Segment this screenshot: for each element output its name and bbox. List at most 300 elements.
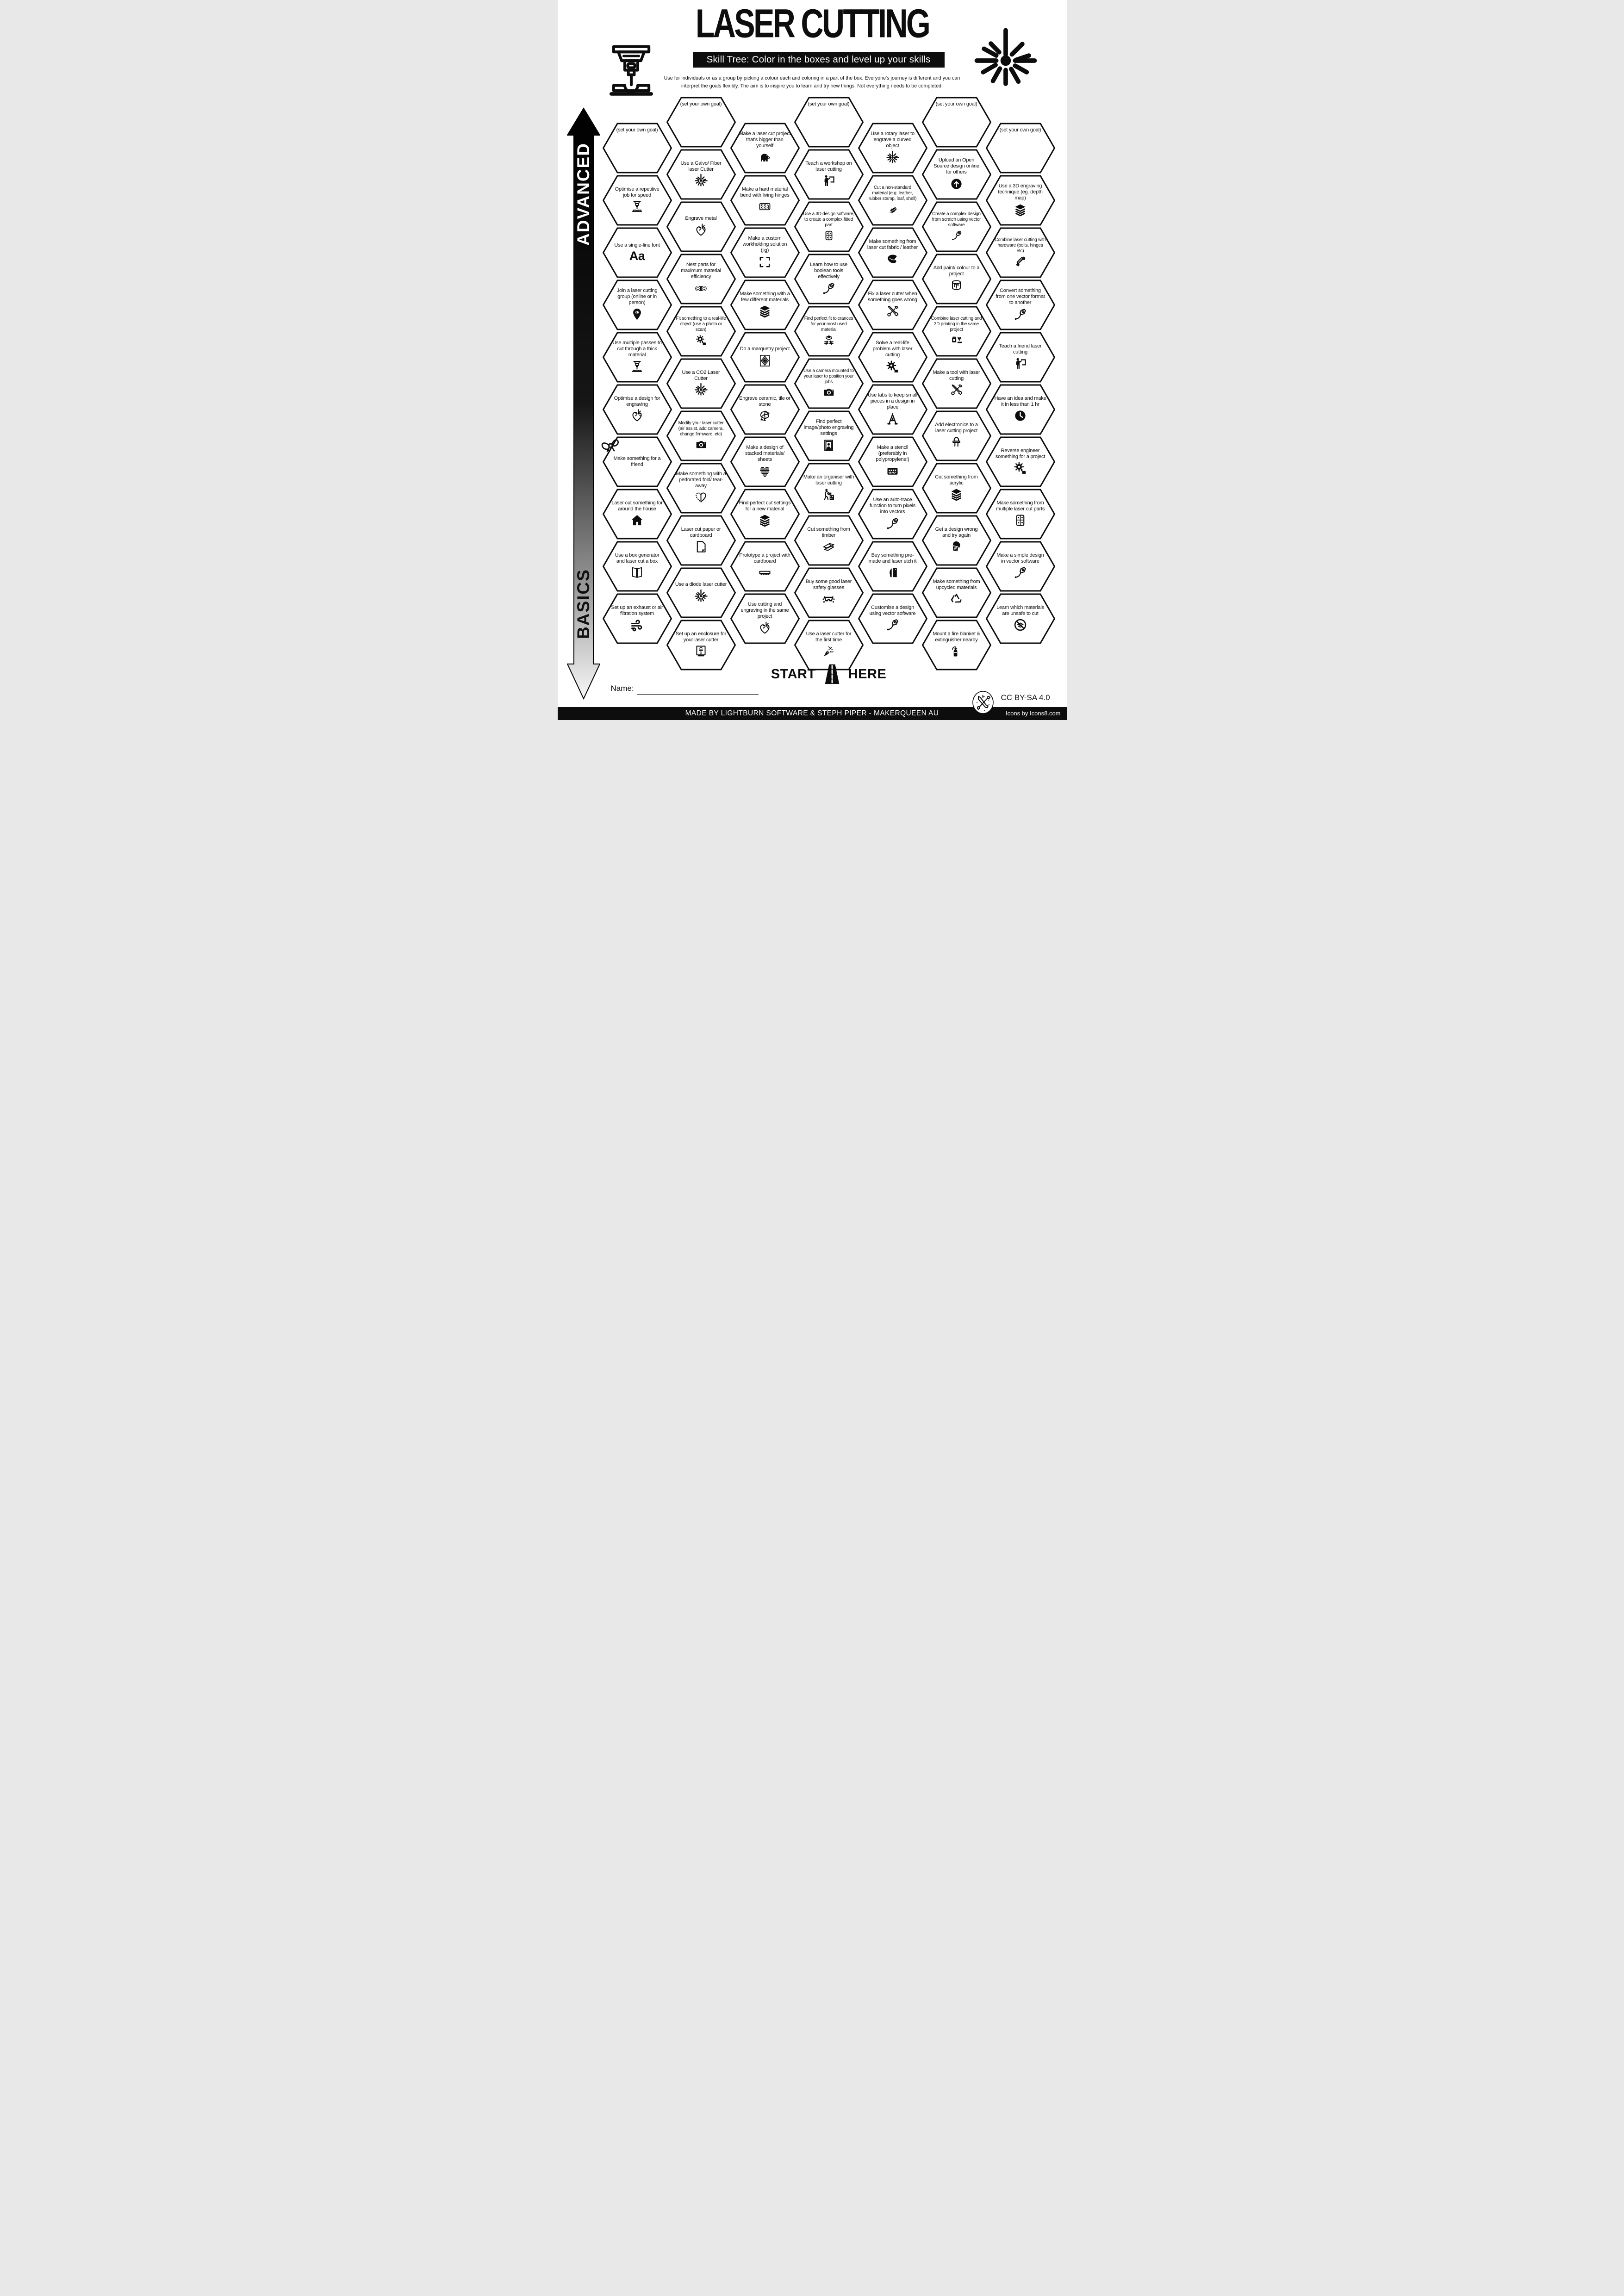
pen-tool-icon <box>1013 565 1027 580</box>
pen-tool-icon <box>821 281 836 296</box>
poster-description <box>558 74 1067 90</box>
skill-hex <box>603 593 672 644</box>
hex-content <box>803 257 855 300</box>
laser-spark-icon <box>694 383 708 397</box>
license-label: CC BY-SA 4.0 <box>1001 693 1050 702</box>
skill-hex <box>858 541 927 592</box>
skill-label: Make a stencil (preferably in polypropylene!) <box>876 445 909 462</box>
hex-content <box>867 492 919 535</box>
skill-label: Make something for a friend <box>613 455 661 467</box>
skill-hex <box>603 541 672 592</box>
start-label: START <box>771 666 816 682</box>
skill-label: Cut something from acrylic <box>935 474 978 486</box>
hex-content <box>931 571 983 614</box>
skill-label: Use a 3D engraving technique (eg. depth map) <box>998 183 1043 201</box>
organiser-icon <box>821 487 836 502</box>
hex-content <box>995 231 1046 274</box>
skill-hex <box>794 149 864 200</box>
description-line1: Use for individuals or as a group by picking a colour each and coloring in a part of the box. Everyone's journey is different and you can <box>664 75 960 81</box>
stone-icon <box>758 409 772 423</box>
bolts-icon <box>1014 255 1027 267</box>
hex-content <box>675 414 727 457</box>
hex-content <box>739 597 791 640</box>
skill-hex <box>603 227 672 278</box>
skill-hex <box>794 515 864 566</box>
stacked-heart-icon <box>758 464 772 478</box>
hex-content <box>611 179 663 222</box>
paint-bucket-icon <box>949 278 964 292</box>
engrave-heart-icon <box>630 409 644 423</box>
skill-label: Convert something from one vector format to another <box>996 288 1045 305</box>
skill-label: Make something from upcycled materials <box>933 578 980 590</box>
laser-spark-icon <box>885 150 900 165</box>
skill-hex <box>666 306 736 357</box>
skill-hex <box>858 123 927 174</box>
skill-hex <box>603 123 672 174</box>
skill-hex <box>666 201 736 252</box>
skill-hex <box>922 254 991 304</box>
hex-content <box>931 466 983 509</box>
skill-label: Find perfect image/photo engraving settings <box>803 419 854 436</box>
hex-content <box>867 597 919 640</box>
skill-hex <box>922 620 991 670</box>
nested-parts-icon <box>694 281 708 296</box>
skill-hex <box>986 489 1055 540</box>
skill-hex <box>794 201 864 252</box>
skill-hex <box>858 332 927 383</box>
road-icon <box>821 662 843 687</box>
skill-hex <box>986 332 1055 383</box>
hex-content <box>931 310 983 353</box>
skill-label: Learn which materials are unsafe to cut <box>996 604 1044 616</box>
parts-icon <box>1013 513 1027 527</box>
skill-hex <box>986 593 1055 644</box>
skill-label: Use a CO2 Laser Cutter <box>682 369 720 381</box>
marquetry-icon <box>758 354 772 368</box>
hex-content <box>739 231 791 274</box>
cardboard-icon <box>758 565 772 580</box>
skill-hex <box>730 436 800 487</box>
skill-hex <box>858 279 927 330</box>
poster-title: LASER CUTTING <box>695 0 929 46</box>
hex-content <box>675 153 727 196</box>
skill-label: Combine laser cutting and 3D printing in the same project <box>931 316 982 332</box>
skill-hex <box>986 384 1055 435</box>
hex-content <box>611 545 663 588</box>
layers-icon <box>949 487 964 502</box>
hex-content <box>867 335 919 379</box>
skill-label: Make a tool with laser cutting <box>933 369 980 381</box>
hex-content <box>931 153 983 196</box>
skill-hex <box>858 436 927 487</box>
hex-content <box>995 597 1046 640</box>
skill-label: (set your own goal) <box>935 101 977 107</box>
skill-label: Make something from multiple laser cut parts <box>996 500 1045 512</box>
skill-hex <box>922 306 991 357</box>
skill-label: Solve a real-life problem with laser cutting <box>872 340 913 358</box>
hex-content <box>675 310 727 353</box>
skill-hex <box>858 593 927 644</box>
hex-content <box>867 440 919 483</box>
presenter-icon <box>1013 356 1027 371</box>
camera-icon <box>695 439 707 451</box>
skill-hex <box>666 97 736 148</box>
skill-label: Use multiple passes to cut through a thick material <box>612 340 662 358</box>
skill-hex <box>666 149 736 200</box>
skill-label: Cut a non-standard material (e.g. leather, rubber stamp, leaf, shell) <box>868 185 917 201</box>
skill-label: Join a laser cutting group (online or in person) <box>616 288 658 305</box>
skill-hex <box>922 515 991 566</box>
hex-content <box>803 623 855 666</box>
hex-content <box>867 545 919 588</box>
extinguisher-icon <box>949 644 964 658</box>
skill-hex <box>730 384 800 435</box>
skill-label: Upload an Open Source design online for others <box>933 157 979 175</box>
skill-label: Find perfect fit tolerances for your most used material <box>804 316 853 332</box>
skill-label: Buy something pre-made and laser etch it <box>868 552 917 564</box>
skill-label: Customise a design using vector software <box>869 604 916 616</box>
engrave-heart-icon <box>758 621 772 635</box>
skill-hex <box>666 620 736 670</box>
hex-content <box>931 100 983 143</box>
hex-content <box>867 126 919 169</box>
hex-content <box>995 283 1046 326</box>
gear-hand-icon <box>695 334 707 346</box>
skill-hex <box>603 489 672 540</box>
engrave-heart-icon <box>694 223 708 237</box>
skill-label: (set your own goal) <box>999 127 1041 133</box>
hex-content <box>995 179 1046 222</box>
aa-sample-text: Aa <box>629 248 645 263</box>
hex-content <box>675 205 727 248</box>
recycle-icon <box>949 592 964 606</box>
skill-label: Engrave metal <box>685 216 717 222</box>
pen-tool-icon <box>885 516 900 531</box>
description-line2: interpret the goals flexibly. The aim is to inspire you to learn and try new things. Not everything needs to be completed. <box>681 83 943 89</box>
skill-hex <box>794 567 864 618</box>
skill-label: Make something with a few different materials <box>740 291 790 303</box>
hex-content <box>611 126 663 169</box>
skill-label: Use a single-line font <box>614 242 660 248</box>
hex-content <box>995 545 1046 588</box>
hex-content <box>867 231 919 274</box>
skill-label: Make a design of stacked materials/ sheets <box>745 445 785 462</box>
skill-label: Use a Galvo/ Fiber laser Cutter <box>680 160 722 172</box>
skill-label: Learn how to use boolean tools effectively <box>809 262 848 279</box>
pen-tool-icon <box>1013 307 1027 322</box>
no-materials-icon <box>1013 618 1027 632</box>
poster-page <box>558 0 1067 720</box>
hex-content <box>867 388 919 431</box>
hex-content <box>611 335 663 379</box>
skill-label: Make a laser cut project that's bigger than yourself <box>739 131 791 149</box>
skill-label: Use tabs to keep small pieces in a design in place <box>868 392 917 410</box>
hex-content <box>611 492 663 535</box>
presenter-icon <box>821 174 836 188</box>
skill-hex <box>730 175 800 226</box>
skill-label: Find perfect cut settings for a new material <box>739 500 791 512</box>
skill-label: Use a camera mounted to your laser to position your jobs <box>803 368 854 385</box>
skill-hex <box>986 123 1055 174</box>
hex-content <box>995 335 1046 379</box>
skill-label: Make something with a perforated fold/ tear-away <box>676 471 726 489</box>
camera-icon <box>823 386 835 398</box>
print-laser-icon <box>951 334 963 346</box>
hex-content <box>931 519 983 562</box>
hex-content <box>739 492 791 535</box>
skill-hex <box>730 227 800 278</box>
hex-content <box>675 362 727 405</box>
skill-label: Engrave ceramic, tile or stone <box>739 395 790 407</box>
skill-hex <box>794 97 864 148</box>
basics-label: BASICS <box>573 569 593 639</box>
start-here <box>739 662 919 687</box>
living-hinge-icon <box>758 199 772 214</box>
fabric-icon <box>885 252 900 266</box>
pen-tool-icon <box>885 618 900 632</box>
hex-content <box>611 283 663 326</box>
skill-hex <box>603 279 672 330</box>
skill-hex <box>922 567 991 618</box>
skill-hex <box>922 358 991 409</box>
skill-hex <box>922 463 991 514</box>
skill-hex <box>730 541 800 592</box>
hex-content <box>675 571 727 614</box>
footer-credit: MADE BY LIGHTBURN SOFTWARE & STEPH PIPER - MAKERQUEEN AU <box>685 709 939 717</box>
glasses-icon <box>821 592 836 606</box>
skill-label: Reverse engineer something for a project <box>995 447 1045 459</box>
skill-hex <box>794 306 864 357</box>
hex-content <box>995 126 1046 169</box>
poster-subtitle: Skill Tree: Color in the boxes and level up your skills <box>693 52 945 68</box>
skill-label: Use an auto-trace function to turn pixels into vectors <box>869 497 916 515</box>
skill-label: Do a marquetry project <box>740 346 790 352</box>
skill-hex <box>986 436 1055 487</box>
skill-label: (set your own goal) <box>616 127 658 133</box>
gear-hand-icon <box>885 360 900 374</box>
skill-label: Add electronics to a laser cutting project <box>935 422 978 434</box>
parts-icon <box>823 230 835 242</box>
hex-content <box>803 153 855 196</box>
etch-tag-icon <box>885 565 900 580</box>
tools-icon <box>885 304 900 318</box>
hex-content <box>739 335 791 379</box>
enclosure-icon <box>694 644 708 658</box>
skill-label: Teach a workshop on laser cutting <box>805 160 852 172</box>
skill-label: (set your own goal) <box>680 101 722 107</box>
hex-content <box>931 414 983 457</box>
skill-label: Make a simple design in vector software <box>996 552 1044 564</box>
facepalm-icon <box>949 540 964 554</box>
skill-hex <box>794 463 864 514</box>
skill-label: Cut something from timber <box>807 526 850 538</box>
skill-hex <box>666 358 736 409</box>
skill-hex <box>666 567 736 618</box>
skill-label: Combine laser cutting with hardware (bolts, hinges etc) <box>995 237 1046 254</box>
upload-icon <box>949 177 964 191</box>
tools-icon <box>949 383 964 397</box>
hex-content <box>739 545 791 588</box>
skill-label: Use a rotary laser to engrave a curved object <box>871 131 915 149</box>
hex-content <box>611 597 663 640</box>
skill-label: Set up an enclosure for your laser cutter <box>675 631 727 643</box>
hex-content <box>931 623 983 666</box>
hex-content <box>803 571 855 614</box>
skill-label: Modify your laser cutter (air assist, add camera, change firmware, etc) <box>678 421 724 437</box>
hex-content <box>803 205 855 248</box>
paper-icon <box>694 540 708 554</box>
skill-label: Make an organiser with laser cutting <box>803 474 854 486</box>
skill-label: Have an idea and make it in less than 1 hr <box>994 395 1046 407</box>
elephant-icon <box>758 150 772 165</box>
skill-hex <box>858 384 927 435</box>
skill-label: Laser cut paper or cardboard <box>681 526 721 538</box>
skill-hex <box>666 463 736 514</box>
skill-hex <box>922 97 991 148</box>
skill-label: Use a diode laser cutter <box>675 582 727 588</box>
skill-hex <box>603 332 672 383</box>
skill-label: Optimise a design for engraving <box>614 395 660 407</box>
skill-hex <box>986 227 1055 278</box>
skill-hex <box>986 279 1055 330</box>
location-pin-icon <box>630 307 644 322</box>
hex-content <box>675 100 727 143</box>
skill-hex <box>794 410 864 461</box>
skill-hex <box>730 279 800 330</box>
hex-content <box>739 388 791 431</box>
hex-content <box>675 257 727 300</box>
skill-hex <box>858 175 927 226</box>
skill-hex <box>794 358 864 409</box>
hex-content <box>803 362 855 405</box>
timber-icon <box>821 540 836 554</box>
hex-content <box>803 100 855 143</box>
hex-content <box>867 179 919 222</box>
skill-label: Use a laser cutter for the first time <box>806 631 852 643</box>
wind-icon <box>630 618 644 632</box>
hex-content <box>803 466 855 509</box>
skill-hex <box>666 410 736 461</box>
hex-content <box>611 440 663 483</box>
skill-label: Teach a friend laser cutting <box>999 343 1042 355</box>
tab-a-icon <box>885 412 900 426</box>
hex-content <box>739 283 791 326</box>
skill-label: Get a design wrong and try again <box>935 526 978 538</box>
skill-label: Mount a fire blanket & extinguisher nearby <box>933 631 980 643</box>
skill-hex <box>603 384 672 435</box>
clock-icon <box>1013 409 1027 423</box>
skill-hex <box>730 123 800 174</box>
maker-tools-badge-icon <box>972 690 994 714</box>
hex-content <box>611 388 663 431</box>
skill-hex <box>730 593 800 644</box>
hex-content <box>739 179 791 222</box>
skill-hex <box>730 332 800 383</box>
skill-label: Laser cut something for around the house <box>611 500 663 512</box>
skill-hex <box>794 254 864 304</box>
hex-content <box>931 205 983 248</box>
skill-hex <box>603 175 672 226</box>
stencil-icon <box>885 464 900 478</box>
caliper-icon <box>823 334 835 346</box>
skill-hex <box>666 515 736 566</box>
hex-content <box>867 283 919 326</box>
hex-content <box>611 231 663 274</box>
hex-content <box>995 388 1046 431</box>
skill-label: Prototype a project with cardboard <box>739 552 790 564</box>
skill-label: Fix a laser cutter when something goes wrong <box>868 291 917 303</box>
skill-label: Use a box generator and laser cut a box <box>615 552 660 564</box>
skill-label: Use cutting and engraving in the same project <box>740 602 789 619</box>
hex-content <box>675 519 727 562</box>
skill-label: Optimise a repetitive job for speed <box>615 186 660 198</box>
portrait-icon <box>821 438 836 453</box>
skill-label: (set your own goal) <box>808 101 850 107</box>
laser-head-icon <box>630 360 644 374</box>
house-icon <box>630 513 644 527</box>
skill-hex <box>922 149 991 200</box>
layers-icon <box>758 304 772 318</box>
layers-icon <box>758 513 772 527</box>
skill-label: Add paint/ colour to a project <box>933 265 980 277</box>
perforated-heart-icon <box>694 490 708 505</box>
hex-content <box>803 519 855 562</box>
icons-credit: Icons by Icons8.com <box>1006 710 1061 717</box>
skill-label: Make a hard material bend with living hinges <box>740 186 790 198</box>
laser-cutter-machine-icon <box>603 37 660 101</box>
skill-hex <box>986 175 1055 226</box>
finger-joint-box-icon <box>630 565 644 580</box>
hex-content <box>739 440 791 483</box>
hex-content <box>931 257 983 300</box>
pen-tool-icon <box>951 230 963 242</box>
skill-label: Create a complex design from scratch using vector software <box>932 211 981 228</box>
hex-content <box>995 492 1046 535</box>
skill-hex <box>730 489 800 540</box>
hex-content <box>995 440 1046 483</box>
hex-content <box>675 466 727 509</box>
skill-hex <box>603 436 672 487</box>
skill-label: Set up an exhaust or air filtration system <box>611 604 663 616</box>
hex-content <box>675 623 727 666</box>
jig-frame-icon <box>758 255 772 269</box>
gear-hand-icon <box>1013 461 1027 475</box>
laser-head-icon <box>630 199 644 214</box>
hex-content <box>739 126 791 169</box>
skill-hex <box>858 227 927 278</box>
skill-hex <box>922 201 991 252</box>
hex-content <box>803 414 855 457</box>
here-label: HERE <box>848 666 887 682</box>
skill-hex <box>666 254 736 304</box>
party-icon <box>821 644 836 658</box>
skill-label: Buy some good laser safety glasses <box>805 578 852 590</box>
hex-content <box>803 310 855 353</box>
skill-label: Fit something to a real-life object (use a photo or scan) <box>676 316 726 332</box>
skill-hex <box>858 489 927 540</box>
skill-hex <box>986 541 1055 592</box>
hex-content <box>931 362 983 405</box>
name-label: Name: <box>610 684 634 693</box>
skill-label: Use a 3D design software, to create a complex fitted part <box>803 211 854 228</box>
laser-spark-icon <box>694 589 708 603</box>
skill-label: Nest parts for maximum material efficiency <box>681 262 721 279</box>
layers-icon <box>1013 203 1027 217</box>
advanced-label: ADVANCED <box>573 143 593 246</box>
skill-hex <box>922 410 991 461</box>
led-icon <box>949 435 964 449</box>
laser-spark-icon <box>694 174 708 188</box>
